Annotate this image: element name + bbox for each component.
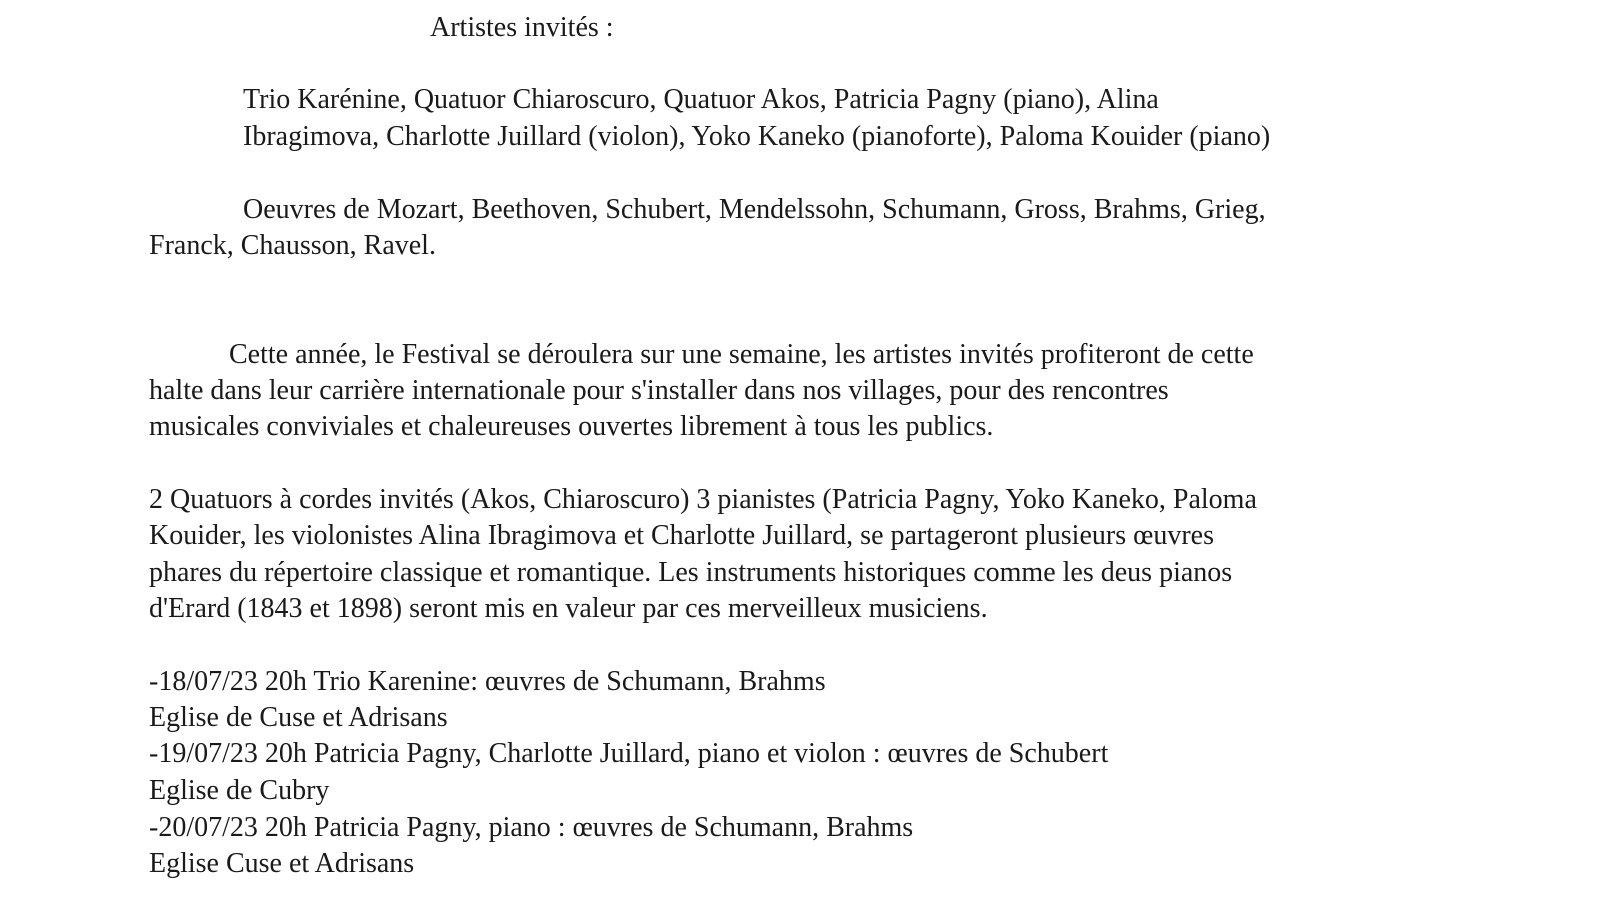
schedule-venue-2: Eglise de Cubry: [149, 775, 330, 806]
works-line-1: Oeuvres de Mozart, Beethoven, Schubert, Mendelssohn, Schumann, Gross, Brahms, Grieg,: [243, 194, 1266, 225]
works-line-2: Franck, Chausson, Ravel.: [149, 230, 436, 261]
schedule-event-1: -18/07/23 20h Trio Karenine: œuvres de Schumann, Brahms: [149, 666, 826, 697]
details-line-1: 2 Quatuors à cordes invités (Akos, Chiaroscuro) 3 pianistes (Patricia Pagny, Yoko Kaneko, Paloma: [149, 484, 1257, 515]
intro-line-2: halte dans leur carrière internationale pour s'installer dans nos villages, pour des rencontres: [149, 375, 1169, 406]
details-line-3: phares du répertoire classique et romantique. Les instruments historiques comme les deus pianos: [149, 557, 1233, 588]
guest-artists-heading: Artistes invités :: [430, 12, 614, 43]
details-line-4: d'Erard (1843 et 1898) seront mis en valeur par ces merveilleux musiciens.: [149, 593, 988, 624]
schedule-venue-3: Eglise Cuse et Adrisans: [149, 848, 415, 879]
schedule-venue-1: Eglise de Cuse et Adrisans: [149, 702, 448, 733]
intro-line-3: musicales conviviales et chaleureuses ouvertes librement à tous les publics.: [149, 411, 994, 442]
artists-line-2: Ibragimova, Charlotte Juillard (violon), Yoko Kaneko (pianoforte), Paloma Kouider (piano): [243, 121, 1271, 152]
schedule-event-3: -20/07/23 20h Patricia Pagny, piano : œuvres de Schumann, Brahms: [149, 812, 914, 843]
schedule-event-2: -19/07/23 20h Patricia Pagny, Charlotte Juillard, piano et violon : œuvres de Schubert: [149, 738, 1109, 769]
artists-line-1: Trio Karénine, Quatuor Chiaroscuro, Quatuor Akos, Patricia Pagny (piano), Alina: [243, 84, 1159, 115]
details-line-2: Kouider, les violonistes Alina Ibragimova et Charlotte Juillard, se partageront plusieurs œuvres: [149, 520, 1214, 551]
intro-line-1: Cette année, le Festival se déroulera sur une semaine, les artistes invités profiteront de cette: [229, 339, 1254, 370]
